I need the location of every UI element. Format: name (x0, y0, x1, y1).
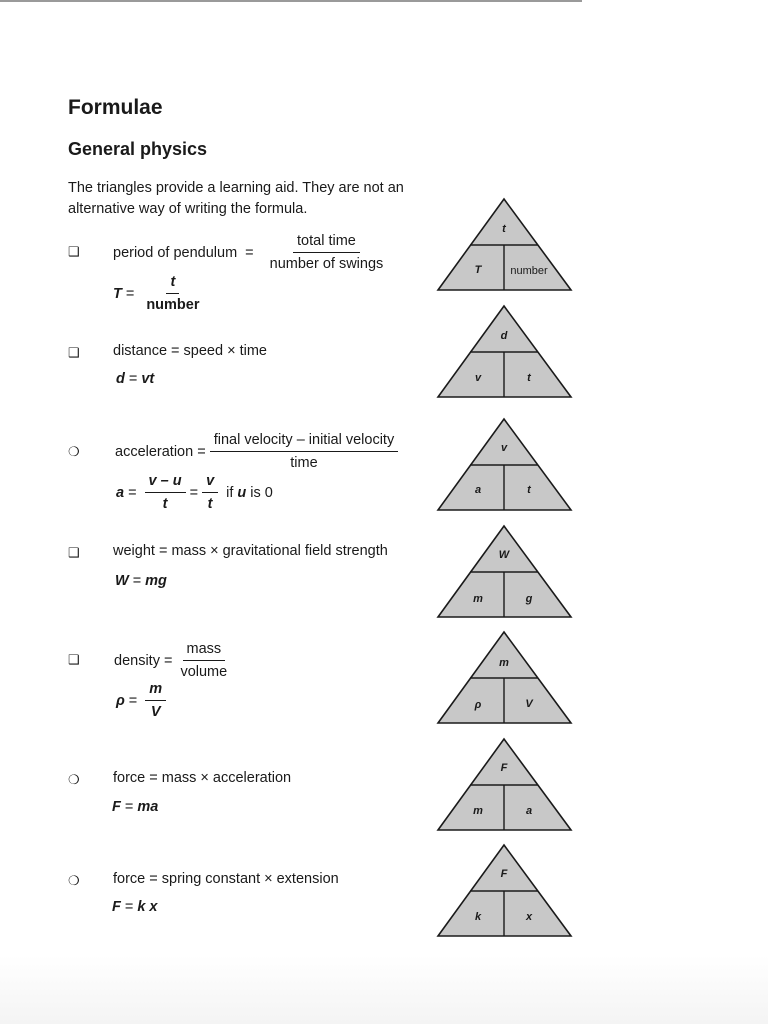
spring-symbol-formula: F = k x (112, 899, 158, 915)
fraction-denominator: t (162, 496, 168, 512)
checkbox-bullet: ❑ (68, 345, 80, 360)
checkbox-bullet: ❑ (68, 545, 80, 560)
density-word-fraction (176, 640, 231, 681)
symbol-lhs: a (116, 484, 125, 501)
fraction-denominator: V (150, 704, 161, 720)
acceleration-word-formula (115, 431, 402, 472)
section-title: General physics (68, 139, 208, 159)
weight-word-formula: weight = mass × gravitational field strength (113, 543, 388, 559)
force-word-formula: force = mass × acceleration (113, 770, 292, 786)
symbol-rhs: vt (141, 371, 155, 387)
fraction-numerator: t (166, 273, 179, 294)
fraction-numerator: v – u (145, 472, 186, 493)
weight-triangle (436, 524, 573, 618)
weight-symbol-formula: W = mg (115, 573, 167, 589)
pendulum-word-formula (113, 232, 391, 273)
page-title: Formulae (68, 96, 163, 119)
page-bottom-shadow (0, 955, 768, 1024)
symbol-rhs: mg (145, 573, 167, 589)
triangle-left-label: m (473, 593, 483, 605)
spring-triangle (436, 843, 573, 937)
triangle-top-label: W (498, 549, 510, 561)
intro-text: The triangles provide a learning aid. They are not an alternative way of writing the formula. (68, 180, 404, 217)
acceleration-symbol-formula: a = $\frac{v - u}{t}$ = $\frac{v}{t}$ if u is 0 (116, 473, 273, 512)
acceleration-word-lhs: acceleration = (115, 443, 206, 460)
condition-prefix: if (226, 484, 234, 501)
symbol-lhs: ρ (116, 692, 125, 709)
triangle-top-label: F (500, 868, 508, 880)
triangle-top-label: d (500, 330, 508, 342)
triangle-top-label: v (500, 442, 508, 454)
density-symbol-fraction (145, 680, 166, 721)
pendulum-triangle (436, 197, 573, 291)
pendulum-word-lhs: period of pendulum (113, 244, 238, 261)
symbol-rhs: k x (137, 899, 158, 915)
distance-triangle (436, 304, 573, 398)
checkbox-bullet: ❑ (68, 244, 80, 259)
fraction-denominator: t (207, 496, 213, 512)
triangle-right-label: x (525, 911, 533, 923)
triangle-left-label: T (474, 264, 482, 276)
density-word-lhs: density = (114, 652, 173, 669)
triangle-right-label: number (510, 265, 548, 277)
pendulum-symbol-fraction (142, 273, 203, 314)
circle-bullet: ❍ (68, 444, 80, 459)
triangle-right-label: t (527, 484, 531, 496)
triangle-right-label: a (525, 805, 533, 817)
triangle-right-label: g (525, 593, 533, 605)
circle-bullet: ❍ (68, 772, 80, 787)
spring-word-formula: force = spring constant × extension (113, 871, 339, 887)
density-word-formula (114, 640, 235, 681)
fraction-denominator: volume (180, 664, 228, 680)
fraction-denominator: number (146, 297, 200, 313)
equals-sign: = (245, 244, 254, 261)
fraction-denominator: time (290, 455, 318, 471)
acceleration-word-fraction (210, 431, 399, 472)
pendulum-word-fraction (266, 232, 388, 273)
condition-suffix: is 0 (250, 484, 273, 501)
triangle-left-label: k (474, 911, 482, 923)
force-triangle (436, 737, 573, 831)
acceleration-triangle (436, 417, 573, 511)
top-rule (0, 0, 582, 2)
acceleration-symbol-fraction-1 (145, 472, 186, 513)
triangle-top-label: m (499, 657, 509, 669)
triangle-right-label: t (527, 372, 531, 384)
fraction-numerator: final velocity – initial velocity (210, 431, 399, 452)
fraction-numerator: total time (293, 232, 360, 253)
distance-word-formula: distance = speed × time (113, 343, 267, 359)
symbol-lhs: T (113, 285, 122, 302)
triangle-left-label: a (474, 484, 482, 496)
fraction-numerator: m (145, 680, 166, 701)
force-symbol-formula: F = ma (112, 799, 159, 815)
triangle-left-label: ρ (474, 699, 482, 711)
triangle-top-label: t (502, 223, 506, 235)
symbol-lhs: d (116, 371, 125, 387)
condition-variable: u (237, 484, 247, 501)
circle-bullet: ❍ (68, 873, 80, 888)
symbol-lhs: F (112, 899, 121, 915)
distance-symbol-formula: d = vt (116, 371, 155, 387)
triangle-right-label: V (525, 698, 533, 710)
triangle-left-label: v (474, 372, 482, 384)
pendulum-symbol-formula: T = $\frac{t}{\text{number}}$ (113, 273, 208, 314)
acceleration-symbol-fraction-2 (202, 472, 218, 513)
symbol-lhs: W (115, 573, 129, 589)
fraction-numerator: v (202, 472, 218, 493)
triangle-top-label: F (500, 762, 508, 774)
triangle-left-label: m (473, 805, 483, 817)
symbol-lhs: F (112, 799, 121, 815)
fraction-denominator: number of swings (269, 256, 384, 272)
checkbox-bullet: ❑ (68, 652, 80, 667)
fraction-numerator: mass (183, 640, 226, 661)
density-triangle (436, 630, 573, 724)
symbol-rhs: ma (137, 799, 159, 815)
density-symbol-formula: ρ = $\frac{m}{V}$ (116, 680, 170, 721)
